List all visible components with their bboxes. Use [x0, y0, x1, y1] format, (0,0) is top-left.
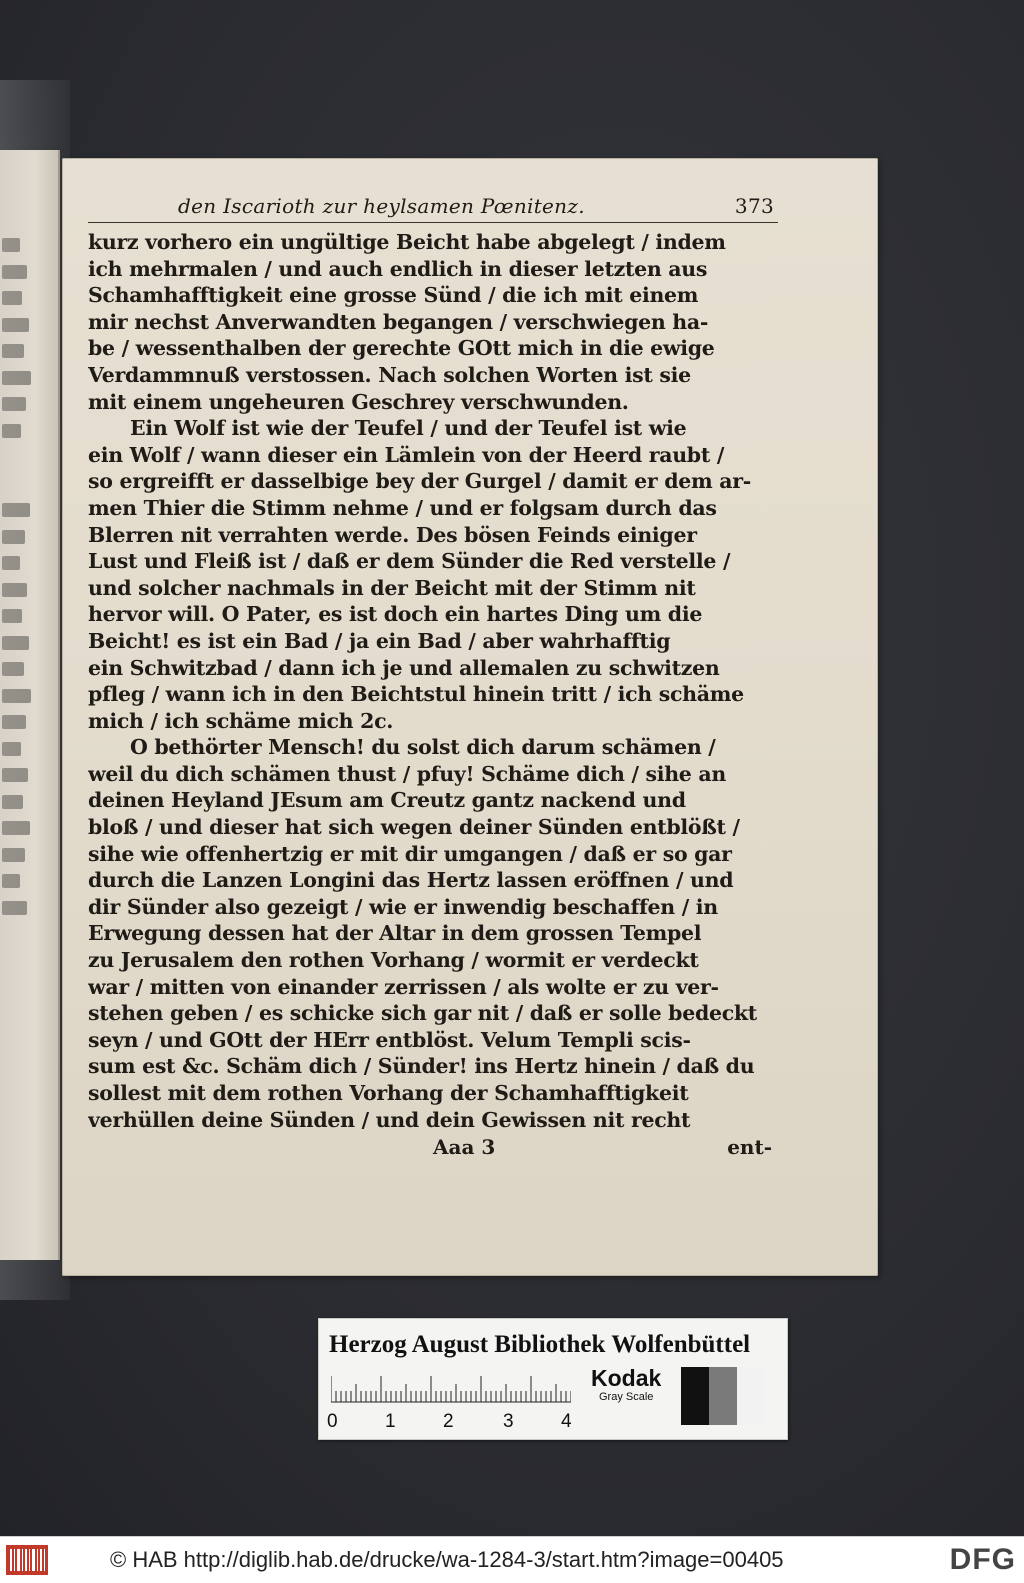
ruler-label: 2: [443, 1411, 454, 1432]
text-line: hervor will. O Pater, es ist doch ein hartes Ding um die: [88, 602, 703, 627]
copyright-text: © HAB http://diglib.hab.de/drucke/wa-1284-3/start.htm?image=00405: [110, 1547, 784, 1572]
signature-mark: Aaa 3: [433, 1135, 496, 1160]
text-line: Schamhafftigkeit eine grosse Sünd / die ich mit einem: [88, 283, 699, 308]
header-title: den Iscarioth zur heylsamen Pœnitenz.: [178, 194, 585, 218]
text-line: so ergreifft er dasselbige bey der Gurgel / damit er dem ar-: [88, 469, 751, 494]
text-line: O bethörter Mensch! du solst dich darum schämen /: [130, 735, 716, 760]
swatch-white: [737, 1367, 765, 1425]
gray-scale-label: Gray Scale: [599, 1391, 654, 1403]
text-line: be / wessenthalben der gerechte GOtt mich in die ewige: [88, 336, 715, 361]
swatch-black: [681, 1367, 709, 1425]
text-line: pfleg / wann ich in den Beichtstul hinein tritt / ich schäme: [88, 682, 744, 707]
text-line: Erwegung dessen hat der Altar in dem grossen Tempel: [88, 921, 702, 946]
text-line: ein Wolf / wann dieser ein Lämlein von der Heerd raubt /: [88, 442, 725, 467]
text-line: ein Schwitzbad / dann ich je und allemalen zu schwitzen: [88, 655, 720, 680]
text-line: seyn / und GOtt der HErr entblöst. Velum Templi scis-: [88, 1027, 691, 1052]
text-line: und solcher nachmals in der Beicht mit der Stimm nit: [88, 575, 696, 600]
ruler-label: 0: [327, 1411, 338, 1432]
text-line: sihe wie offenhertzig er mit dir umgangen / daß er so gar: [88, 841, 732, 866]
kodak-brand: Kodak: [591, 1365, 662, 1391]
text-line: men Thier die Stimm nehme / und er folgsam durch das: [88, 495, 717, 520]
text-line: Blerren nit verrahten werde. Des bösen Feinds einiger: [88, 522, 697, 547]
text-line: dir Sünder also gezeigt / wie er inwendig beschaffen / in: [88, 894, 718, 919]
text-line: zu Jerusalem den rothen Vorhang / wormit er verdeckt: [88, 948, 699, 973]
body-text: [88, 229, 778, 1133]
text-line: Beicht! es ist ein Bad / ja ein Bad / aber wahrhafftig: [88, 628, 671, 653]
text-line: ich mehrmalen / und auch endlich in dieser letzten aus: [88, 256, 708, 281]
text-line: Lust und Fleiß ist / daß er dem Sünder die Red verstelle /: [88, 549, 731, 574]
color-card: [318, 1318, 788, 1440]
text-line: mit einem ungeheuren Geschrey verschwunden.: [88, 389, 629, 414]
running-header: [88, 194, 778, 223]
text-line: mich / ich schäme mich 2c.: [88, 708, 394, 733]
text-line: durch die Lanzen Longini das Hertz lassen eröffnen / und: [88, 868, 734, 893]
text-line: Verdammnuß verstossen. Nach solchen Worten ist sie: [88, 362, 691, 387]
dfg-logo: DFG: [949, 1543, 1016, 1576]
text-line: war / mitten von einander zerrissen / als wolte er zu ver-: [88, 974, 719, 999]
ruler-label: 3: [503, 1411, 514, 1432]
text-line: stehen geben / es schicke sich gar nit / daß er solle bedeckt: [88, 1001, 757, 1026]
page-number: 373: [734, 194, 774, 218]
text-line: verhüllen deine Sünden / und dein Gewissen nit recht: [88, 1107, 691, 1132]
barcode-icon: [6, 1545, 48, 1575]
catchword: ent-: [727, 1135, 772, 1160]
ruler-label: 1: [385, 1411, 396, 1432]
page-content: [88, 194, 778, 1165]
text-line: kurz vorhero ein ungültige Beicht habe abgelegt / indem: [88, 230, 726, 254]
cover-sheet: [0, 80, 70, 1300]
text-line: bloß / und dieser hat sich wegen deiner Sünden entblößt /: [88, 815, 740, 840]
text-line: sollest mit dem rothen Vorhang der Schamhafftigkeit: [88, 1081, 689, 1105]
footer-bar: [0, 1536, 1024, 1583]
ruler-label: 4: [561, 1411, 572, 1432]
text-line: sum est &c. Schäm dich / Sünder! ins Hertz hinein / daß du: [88, 1054, 755, 1079]
text-line: Ein Wolf ist wie der Teufel / und der Teufel ist wie: [130, 416, 687, 441]
text-line: deinen Heyland JEsum am Creutz gantz nackend und: [88, 788, 686, 813]
page-footer: [88, 1135, 778, 1165]
gray-swatches: [681, 1367, 765, 1425]
text-line: mir nechst Anverwandten begangen / verschwiegen ha-: [88, 309, 709, 334]
book-page: [62, 158, 878, 1276]
swatch-gray: [709, 1367, 737, 1425]
card-title: Herzog August Bibliothek Wolfenbüttel: [329, 1331, 751, 1358]
ruler-scale: [331, 1373, 571, 1403]
text-line: weil du dich schämen thust / pfuy! Schäme dich / sihe an: [88, 761, 726, 786]
